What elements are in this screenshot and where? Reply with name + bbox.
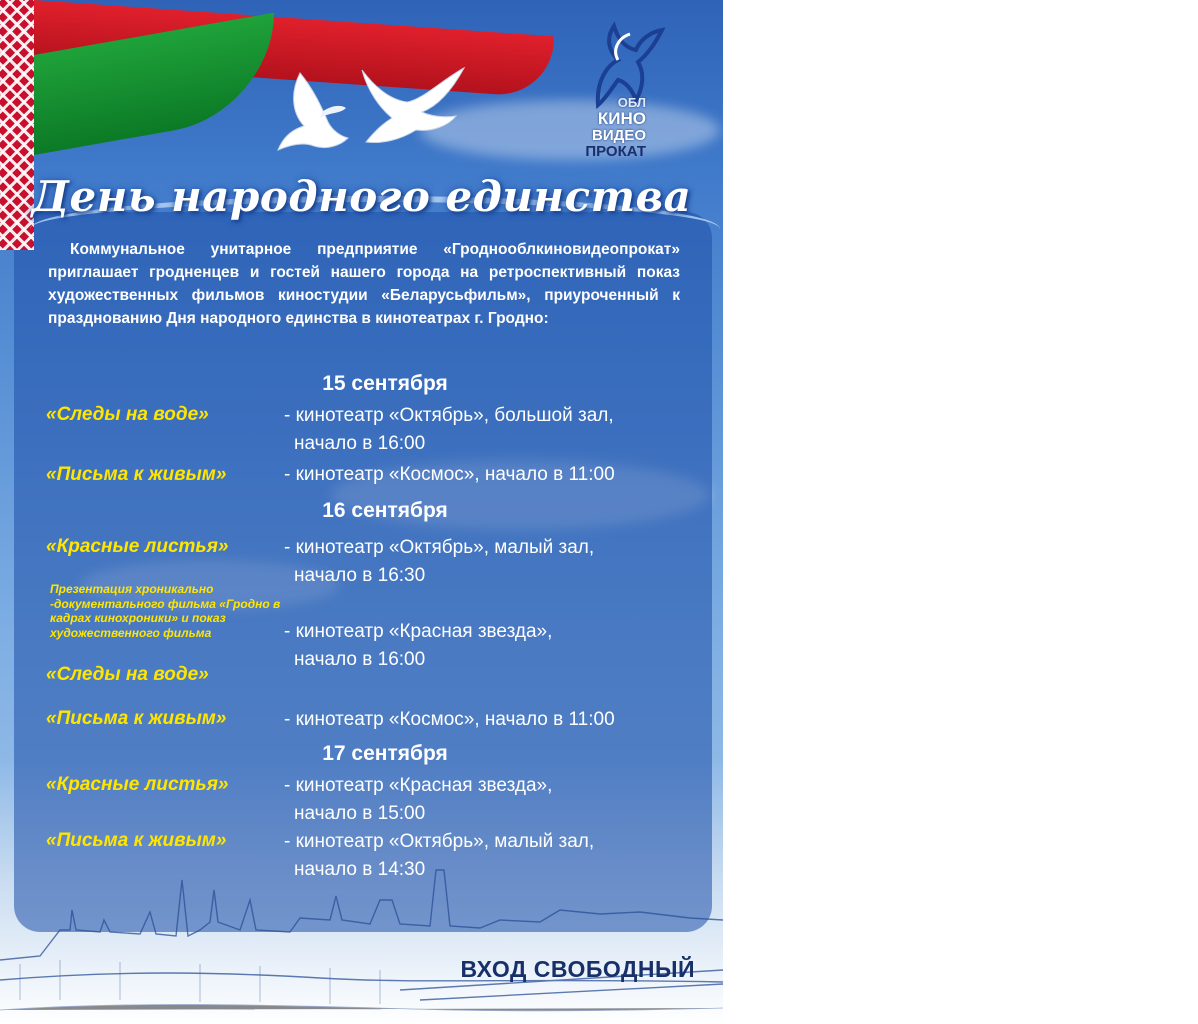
logo-line: ВИДЕО (592, 127, 646, 144)
start-time: начало в 16:00 (294, 433, 426, 454)
venue-info (284, 534, 704, 590)
venue-line: - кинотеатр «Красная звезда», (284, 621, 553, 642)
logo-city-text: Гродно (1186, 96, 1198, 136)
film-title: «Письма к живым» (46, 708, 227, 729)
venue-line: - кинотеатр «Космос», начало в 11:00 (284, 709, 615, 730)
intro-text: Коммунальное унитарное предприятие «Гродноoблкиновидеопрокат» приглашает гродненцев и гостей нашего города на ретроспективный показ художественных фильмов киностудии «Беларусьфильм», приуроченный к празднованию Дня народного единства в кинотеатрах г. Гродно: (48, 241, 680, 327)
start-time: начало в 14:30 (294, 859, 426, 880)
venue-info (284, 402, 704, 458)
venue-line: - кинотеатр «Октябрь», малый зал, (284, 831, 595, 852)
film-title: «Следы на воде» (46, 664, 209, 685)
logo-line: КИНО (597, 109, 646, 128)
page-title: День народного единства (31, 172, 692, 221)
film-title: «Красные листья» (46, 536, 229, 557)
venue-line: - кинотеатр «Октябрь», малый зал, (284, 537, 595, 558)
film-title: «Красные листья» (46, 774, 229, 795)
film-title: «Следы на воде» (46, 404, 209, 425)
start-time: начало в 15:00 (294, 803, 426, 824)
date-heading: 17 сентября (322, 742, 448, 765)
presentation-note: Презентация хроникально -документального фильма «Гродно в кадрах кинохроники» и показ художественного фильма (50, 582, 281, 640)
venue-line: - кинотеатр «Красная звезда», (284, 775, 553, 796)
venue-info (284, 618, 704, 674)
venue-line: - кинотеатр «Октябрь», большой зал, (284, 405, 614, 426)
date-heading: 15 сентября (322, 372, 448, 395)
logo-line: ПРОКАТ (585, 143, 646, 160)
kinovideoprokat-logo (568, 20, 1198, 160)
city-skyline-illustration (0, 860, 723, 1024)
venue-info (284, 461, 704, 489)
start-time: начало в 16:00 (294, 649, 426, 670)
venue-line: - кинотеатр «Космос», начало в 11:00 (284, 464, 615, 485)
dove-icon (352, 60, 472, 150)
dove-icon (270, 68, 360, 163)
start-time: начало в 16:30 (294, 565, 426, 586)
logo-line: ОБЛ (617, 95, 646, 110)
film-title: «Письма к живым» (46, 464, 227, 485)
free-entry-text: ВХОД СВОБОДНЫЙ (460, 956, 695, 982)
venue-info (284, 772, 704, 828)
date-heading: 16 сентября (322, 499, 448, 522)
film-title: «Письма к живым» (46, 830, 227, 851)
venue-info (284, 706, 704, 734)
